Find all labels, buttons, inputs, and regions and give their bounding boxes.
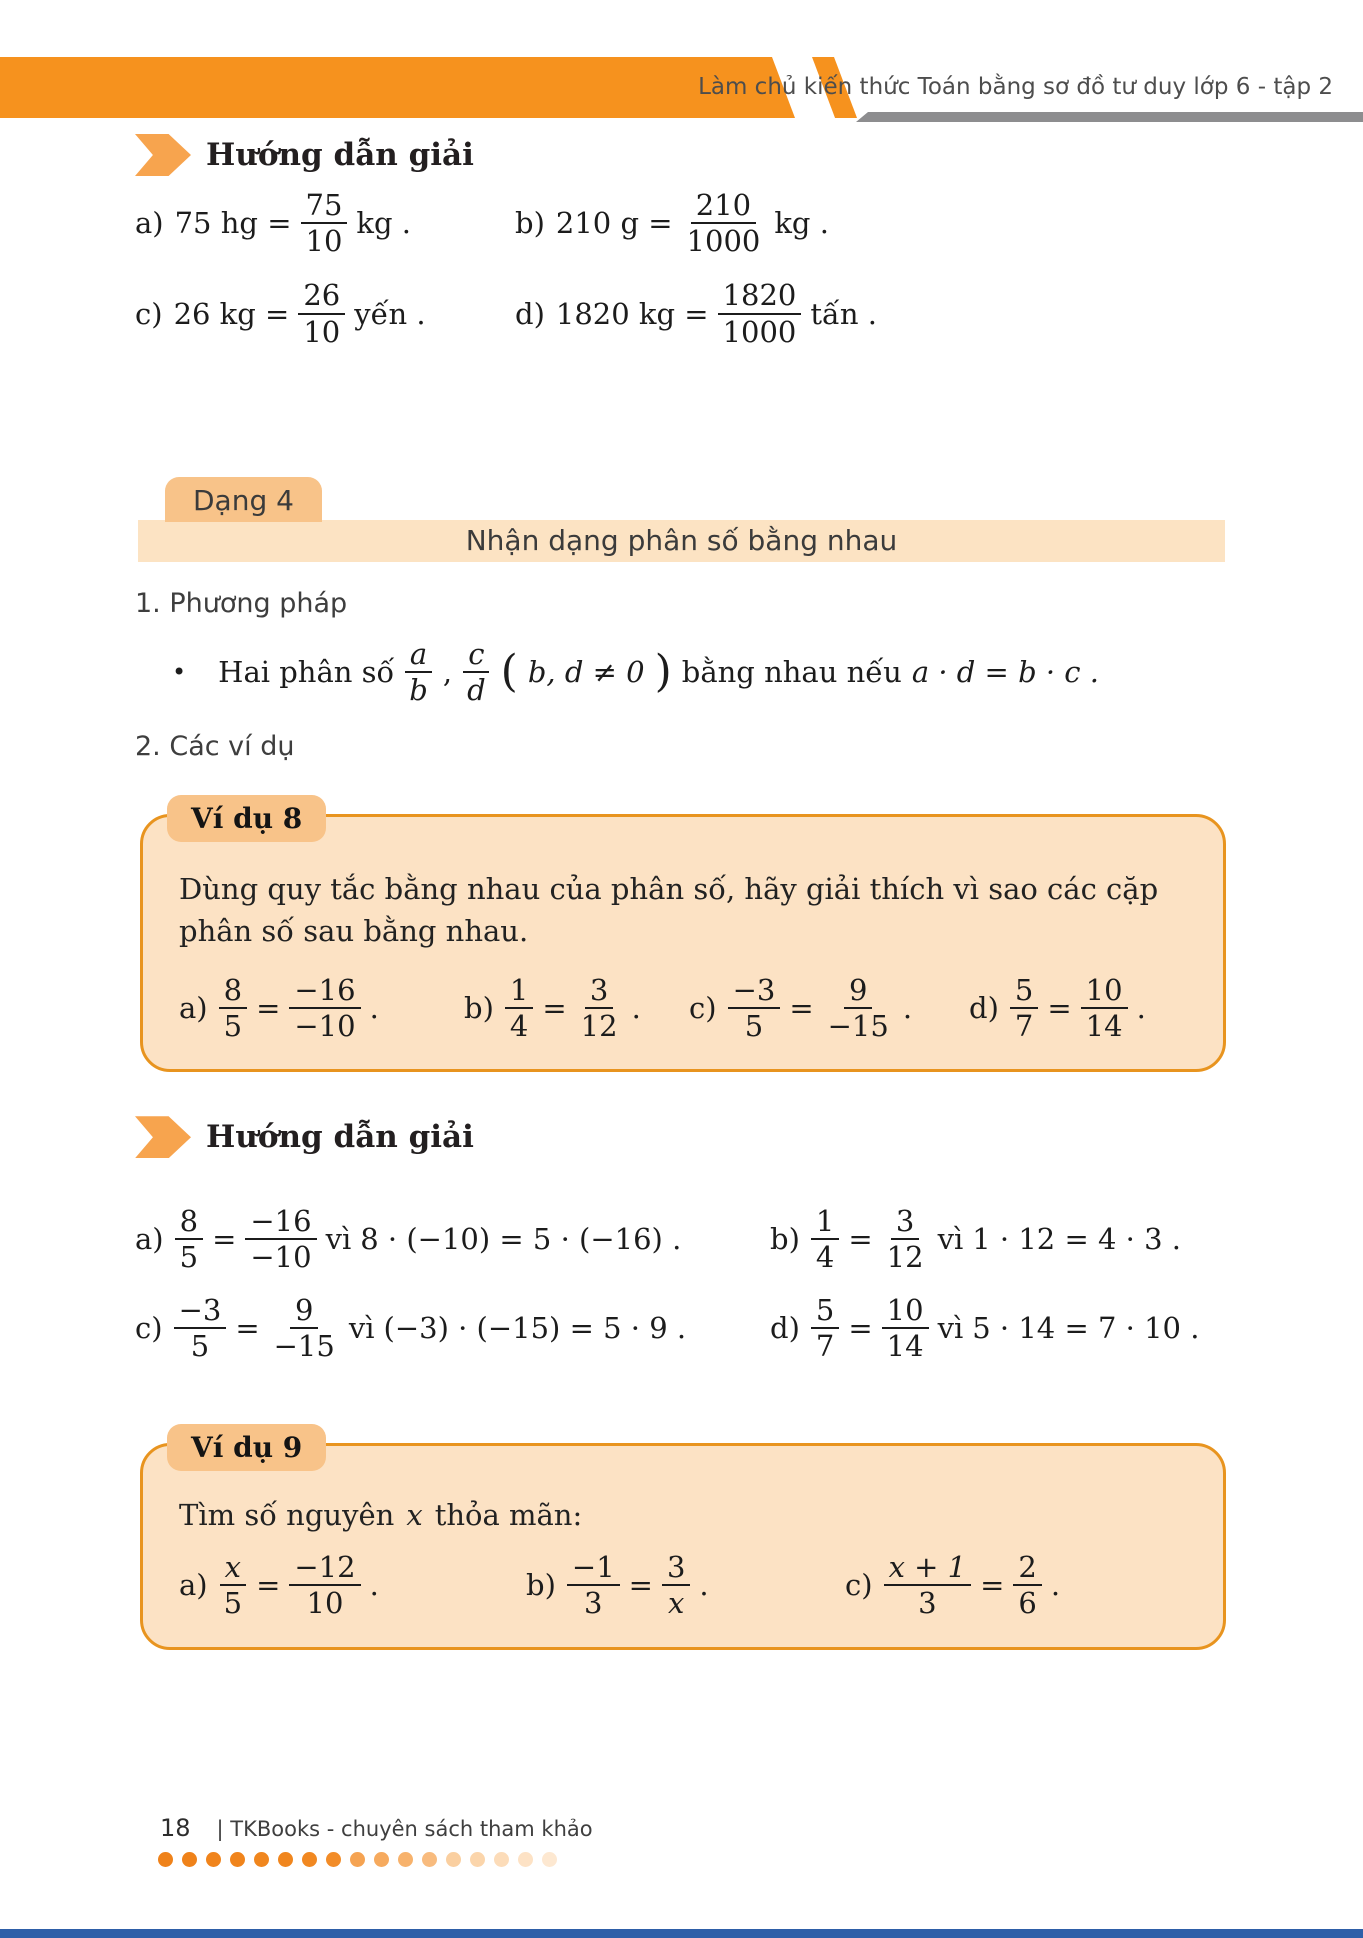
left-paren: ( bbox=[500, 646, 518, 698]
equals-sign: = bbox=[848, 1310, 873, 1345]
numerator: 3 bbox=[662, 1550, 690, 1586]
math-text: bằng nhau nếu bbox=[681, 655, 902, 690]
footer-dot bbox=[350, 1852, 365, 1867]
right-paren: ) bbox=[654, 646, 672, 698]
footer-dot bbox=[494, 1852, 509, 1867]
denominator: −10 bbox=[250, 1240, 312, 1275]
imprint-text: | TKBooks - chuyên sách tham khảo bbox=[216, 1817, 593, 1841]
math-text: yến . bbox=[354, 296, 426, 331]
equation-unit-c bbox=[135, 278, 515, 348]
method-heading: 1. Phương pháp bbox=[135, 587, 348, 619]
numerator: 1820 bbox=[718, 278, 802, 314]
denominator: 3 bbox=[918, 1586, 937, 1621]
fraction bbox=[682, 188, 766, 258]
solution2-item-b bbox=[770, 1204, 1363, 1274]
equation-unit-b bbox=[515, 188, 1363, 258]
denominator: 5 bbox=[744, 1009, 764, 1044]
item-label: b) bbox=[464, 991, 494, 1026]
numerator: 8 bbox=[175, 1204, 203, 1240]
numerator: −1 bbox=[567, 1550, 620, 1586]
denominator: 7 bbox=[815, 1328, 835, 1363]
bullet-icon: • bbox=[172, 658, 187, 687]
fraction bbox=[269, 1293, 340, 1363]
math-text: 75 hg = bbox=[174, 206, 292, 241]
denominator: 3 bbox=[584, 1586, 603, 1621]
math-text: Hai phân số bbox=[218, 655, 395, 690]
numerator: 9 bbox=[844, 973, 872, 1009]
footer-dot bbox=[470, 1852, 485, 1867]
math-text: 1 · 12 = 4 · 3 . bbox=[972, 1222, 1181, 1257]
bottom-blue-bar bbox=[0, 1929, 1363, 1938]
fraction bbox=[1081, 973, 1128, 1043]
equals-sign: = bbox=[212, 1222, 237, 1257]
fraction bbox=[219, 973, 247, 1043]
footer-dot bbox=[230, 1852, 245, 1867]
section-title: Nhận dạng phân số bằng nhau bbox=[465, 524, 898, 558]
numerator: −3 bbox=[728, 973, 781, 1009]
book-title: Làm chủ kiến thức Toán bằng sơ đồ tư duy lớp 6 - tập 2 bbox=[698, 74, 1333, 100]
math-text: 210 g = bbox=[555, 206, 673, 241]
header-orange-bar bbox=[0, 57, 795, 118]
fraction bbox=[728, 973, 781, 1043]
equals-sign: = bbox=[1047, 991, 1072, 1026]
example8-item-d bbox=[969, 973, 1189, 1043]
item-label: b) bbox=[526, 1568, 556, 1603]
fraction bbox=[174, 1293, 227, 1363]
fraction bbox=[245, 1204, 316, 1274]
solution2-item-c bbox=[135, 1293, 770, 1363]
numerator: 10 bbox=[882, 1293, 929, 1329]
denominator: 12 bbox=[886, 1240, 924, 1275]
fraction bbox=[823, 973, 894, 1043]
arrow-right-icon bbox=[135, 134, 191, 176]
footer-dot bbox=[326, 1852, 341, 1867]
denominator: b bbox=[409, 673, 428, 708]
numerator: −16 bbox=[289, 973, 360, 1009]
numerator: −12 bbox=[289, 1550, 360, 1586]
numerator: 10 bbox=[1081, 973, 1128, 1009]
denominator: x bbox=[668, 1586, 685, 1621]
unit-conversion-grid bbox=[135, 188, 1363, 349]
fraction bbox=[662, 1550, 690, 1620]
item-label: c) bbox=[135, 296, 163, 331]
denominator: 10 bbox=[303, 314, 341, 349]
example8-item-b bbox=[464, 973, 689, 1043]
fraction bbox=[811, 1204, 839, 1274]
equation-unit-d bbox=[515, 278, 1363, 348]
example9-question bbox=[179, 1498, 1189, 1532]
equals-sign: = bbox=[980, 1568, 1005, 1603]
math-text: tấn . bbox=[810, 296, 877, 331]
example9-label: Ví dụ 9 bbox=[167, 1424, 326, 1471]
numerator: 210 bbox=[691, 188, 756, 224]
numerator: 75 bbox=[301, 188, 348, 224]
solution2-item-d bbox=[770, 1293, 1363, 1363]
period: . bbox=[699, 1568, 709, 1603]
numerator: 1 bbox=[811, 1204, 839, 1240]
numerator: 5 bbox=[811, 1293, 839, 1329]
footer-dot bbox=[302, 1852, 317, 1867]
denominator: 4 bbox=[509, 1009, 529, 1044]
math-text: vì bbox=[348, 1310, 375, 1345]
numerator: x bbox=[220, 1550, 246, 1586]
item-label: a) bbox=[135, 1222, 164, 1257]
solution-heading-label: Hướng dẫn giải bbox=[206, 1119, 474, 1156]
question-text: thỏa mãn: bbox=[434, 1498, 583, 1533]
fraction bbox=[462, 637, 491, 707]
fraction bbox=[404, 637, 433, 707]
example9-item-c bbox=[845, 1550, 1189, 1620]
fraction bbox=[882, 1293, 929, 1363]
fraction bbox=[289, 1550, 360, 1620]
example8-item-a bbox=[179, 973, 464, 1043]
denominator: 7 bbox=[1014, 1009, 1034, 1044]
numerator: 8 bbox=[219, 973, 247, 1009]
item-label: a) bbox=[135, 206, 164, 241]
fraction bbox=[1013, 1550, 1041, 1620]
fraction bbox=[884, 1550, 972, 1620]
example8-question: Dùng quy tắc bằng nhau của phân số, hãy giải thích vì sao các cặp phân số sau bằng nhau. bbox=[179, 872, 1159, 949]
footer-dot bbox=[374, 1852, 389, 1867]
question-text: Tìm số nguyên bbox=[179, 1498, 395, 1533]
math-text: (−3) · (−15) = 5 · 9 . bbox=[383, 1310, 687, 1345]
math-text: 5 · 14 = 7 · 10 . bbox=[972, 1310, 1200, 1345]
fraction bbox=[505, 973, 533, 1043]
footer-dot bbox=[398, 1852, 413, 1867]
footer-dot bbox=[158, 1852, 173, 1867]
numerator: 1 bbox=[505, 973, 533, 1009]
item-label: d) bbox=[515, 296, 545, 331]
denominator: 12 bbox=[580, 1009, 618, 1044]
example8-items bbox=[179, 973, 1189, 1043]
item-label: d) bbox=[969, 991, 999, 1026]
denominator: 5 bbox=[179, 1240, 199, 1275]
numerator: 3 bbox=[891, 1204, 919, 1240]
item-label: b) bbox=[770, 1222, 800, 1257]
math-text: vì bbox=[325, 1222, 352, 1257]
item-label: b) bbox=[515, 206, 545, 241]
denominator: 14 bbox=[1085, 1009, 1123, 1044]
denominator: 5 bbox=[223, 1586, 243, 1621]
math-text: 1820 kg = bbox=[555, 296, 709, 331]
example8-item-c bbox=[689, 973, 969, 1043]
page-number: 18 bbox=[160, 1814, 191, 1842]
denominator: −15 bbox=[827, 1009, 889, 1044]
math-text: b, d ≠ 0 bbox=[527, 655, 645, 690]
fraction bbox=[811, 1293, 839, 1363]
footer-dot bbox=[254, 1852, 269, 1867]
equals-sign: = bbox=[542, 991, 567, 1026]
examples-heading: 2. Các ví dụ bbox=[135, 731, 295, 763]
item-label: c) bbox=[689, 991, 717, 1026]
equals-sign: = bbox=[848, 1222, 873, 1257]
numerator: 5 bbox=[1010, 973, 1038, 1009]
numerator: 26 bbox=[298, 278, 345, 314]
numerator: a bbox=[405, 637, 432, 673]
example9-box bbox=[140, 1431, 1226, 1649]
denominator: 1000 bbox=[722, 314, 797, 349]
math-text: kg . bbox=[356, 206, 411, 241]
period: . bbox=[902, 991, 913, 1026]
method-statement bbox=[172, 637, 1363, 707]
denominator: 6 bbox=[1018, 1586, 1037, 1621]
example9-item-a bbox=[179, 1550, 526, 1620]
arrow-right-icon bbox=[135, 1116, 191, 1158]
fraction bbox=[219, 1550, 247, 1620]
footer-dot bbox=[446, 1852, 461, 1867]
math-text: 26 kg = bbox=[173, 296, 290, 331]
numerator: c bbox=[463, 637, 489, 673]
equals-sign: = bbox=[256, 991, 281, 1026]
footer bbox=[160, 1814, 593, 1842]
equals-sign: = bbox=[256, 1568, 281, 1603]
math-text: vì bbox=[937, 1222, 964, 1257]
numerator: 9 bbox=[290, 1293, 318, 1329]
item-label: c) bbox=[845, 1568, 873, 1603]
footer-dot bbox=[542, 1852, 557, 1867]
math-text: a · d = b · c . bbox=[911, 655, 1099, 690]
footer-dot bbox=[422, 1852, 437, 1867]
denominator: 5 bbox=[190, 1328, 210, 1363]
example9-items bbox=[179, 1550, 1189, 1620]
fraction bbox=[718, 278, 802, 348]
math-text: 8 · (−10) = 5 · (−16) . bbox=[360, 1222, 682, 1257]
section-title-bar bbox=[138, 520, 1225, 562]
equals-sign: = bbox=[235, 1310, 260, 1345]
denominator: d bbox=[467, 673, 486, 708]
period: . bbox=[1136, 991, 1146, 1026]
equals-sign: = bbox=[628, 1568, 653, 1603]
footer-dot bbox=[206, 1852, 221, 1867]
fraction bbox=[576, 973, 623, 1043]
fraction bbox=[301, 188, 348, 258]
denominator: −10 bbox=[294, 1009, 356, 1044]
period: . bbox=[1050, 1568, 1061, 1603]
denominator: 4 bbox=[815, 1240, 835, 1275]
item-label: a) bbox=[179, 1568, 208, 1603]
period: . bbox=[631, 991, 641, 1026]
denominator: 1000 bbox=[686, 224, 761, 259]
equals-sign: = bbox=[789, 991, 814, 1026]
solution-heading-1 bbox=[135, 134, 1363, 176]
fraction bbox=[1010, 973, 1038, 1043]
math-variable: x bbox=[406, 1498, 423, 1533]
footer-dots-decoration bbox=[158, 1852, 557, 1867]
denominator: −15 bbox=[273, 1328, 335, 1363]
fraction bbox=[289, 973, 360, 1043]
item-label: c) bbox=[135, 1310, 163, 1345]
footer-dot bbox=[518, 1852, 533, 1867]
denominator: 14 bbox=[886, 1328, 924, 1363]
denominator: 5 bbox=[223, 1009, 243, 1044]
fraction bbox=[882, 1204, 929, 1274]
footer-dot bbox=[278, 1852, 293, 1867]
math-text: vì bbox=[937, 1310, 964, 1345]
numerator: −16 bbox=[245, 1204, 316, 1240]
period: . bbox=[369, 1568, 379, 1603]
fraction bbox=[567, 1550, 620, 1620]
fraction bbox=[298, 278, 345, 348]
section-badge: Dạng 4 bbox=[165, 477, 322, 522]
denominator: 10 bbox=[305, 224, 343, 259]
numerator: x + 1 bbox=[884, 1550, 972, 1586]
denominator: 10 bbox=[306, 1586, 344, 1621]
math-text: kg . bbox=[774, 206, 829, 241]
solution2-item-a bbox=[135, 1204, 770, 1274]
numerator: 2 bbox=[1013, 1550, 1041, 1586]
item-label: d) bbox=[770, 1310, 800, 1345]
period: . bbox=[369, 991, 379, 1026]
fraction bbox=[175, 1204, 203, 1274]
solution-heading-label: Hướng dẫn giải bbox=[206, 137, 474, 173]
numerator: 3 bbox=[585, 973, 613, 1009]
item-label: a) bbox=[179, 991, 208, 1026]
equation-unit-a bbox=[135, 188, 515, 258]
solution2-grid bbox=[135, 1204, 1363, 1363]
numerator: −3 bbox=[174, 1293, 227, 1329]
example9-item-b bbox=[526, 1550, 845, 1620]
solution-heading-2 bbox=[135, 1116, 1363, 1158]
example8-label: Ví dụ 8 bbox=[167, 795, 326, 842]
page-content bbox=[0, 118, 1363, 1650]
footer-dot bbox=[182, 1852, 197, 1867]
example8-box bbox=[140, 802, 1226, 1072]
math-text: , bbox=[442, 655, 453, 690]
